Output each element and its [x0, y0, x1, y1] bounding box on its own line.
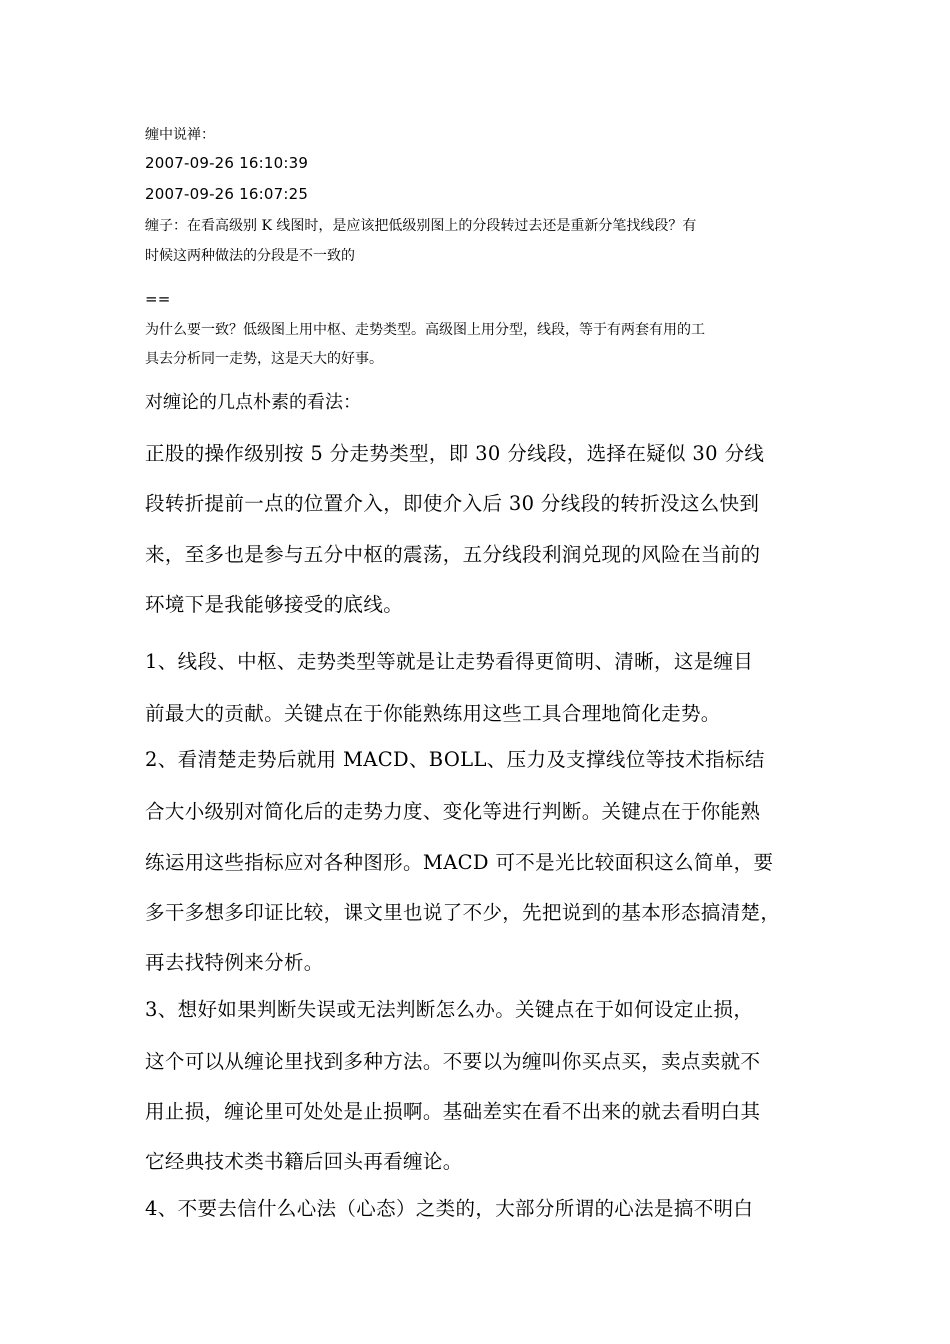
timestamp-1: 2007-09-26 16:10:39 — [145, 154, 309, 172]
point3-line-4: 它经典技术类书籍后回头再看缠论。 — [145, 1150, 463, 1173]
point2-line-1: 2、看清楚走势后就用 MACD、BOLL、压力及支撑线位等技术指标结 — [145, 748, 765, 771]
point1-line-1: 1、线段、中枢、走势类型等就是让走势看得更简明、清晰，这是缠目 — [145, 650, 754, 673]
point3-line-1: 3、想好如果判断失误或无法判断怎么办。关键点在于如何设定止损， — [145, 998, 754, 1021]
answer-line-1: 为什么要一致？低级图上用中枢、走势类型。高级图上用分型，线段，等于有两套有用的工 — [145, 322, 705, 338]
answer-line-2: 具去分析同一走势，这是天大的好事。 — [145, 351, 383, 367]
timestamp-2: 2007-09-26 16:07:25 — [145, 185, 309, 203]
point2-line-2: 合大小级别对简化后的走势力度、变化等进行判断。关键点在于你能熟 — [145, 800, 761, 823]
intro-line-2: 段转折提前一点的位置介入，即使介入后 30 分线段的转折没这么快到 — [145, 492, 760, 515]
point3-line-3: 用止损，缠论里可处处是止损啊。基础差实在看不出来的就去看明白其 — [145, 1100, 761, 1123]
intro-line-1: 正股的操作级别按 5 分走势类型，即 30 分线段，选择在疑似 30 分线 — [145, 442, 765, 465]
header-label: 缠中说禅： — [145, 127, 215, 143]
intro-line-3: 来，至多也是参与五分中枢的震荡，五分线段利润兑现的风险在当前的 — [145, 543, 761, 566]
point2-line-3: 练运用这些指标应对各种图形。MACD 可不是光比较面积这么简单，要 — [145, 851, 774, 874]
point2-line-4: 多干多想多印证比较，课文里也说了不少，先把说到的基本形态搞清楚， — [145, 901, 781, 924]
question-line-1: 缠子：在看高级别 K 线图时，是应该把低级别图上的分段转过去还是重新分笔找线段？有 — [145, 218, 697, 234]
question-line-2: 时候这两种做法的分段是不一致的 — [145, 248, 355, 264]
point4-line-1: 4、不要去信什么心法（心态）之类的，大部分所谓的心法是搞不明白 — [145, 1197, 754, 1220]
point3-line-2: 这个可以从缠论里找到多种方法。不要以为缠叫你买点买，卖点卖就不 — [145, 1050, 761, 1073]
intro-line-4: 环境下是我能够接受的底线。 — [145, 593, 404, 616]
point1-line-2: 前最大的贡献。关键点在于你能熟练用这些工具合理地简化走势。 — [145, 702, 721, 725]
separator: == — [145, 290, 171, 308]
section-title: 对缠论的几点朴素的看法： — [145, 392, 361, 413]
point2-line-5: 再去找特例来分析。 — [145, 951, 324, 974]
